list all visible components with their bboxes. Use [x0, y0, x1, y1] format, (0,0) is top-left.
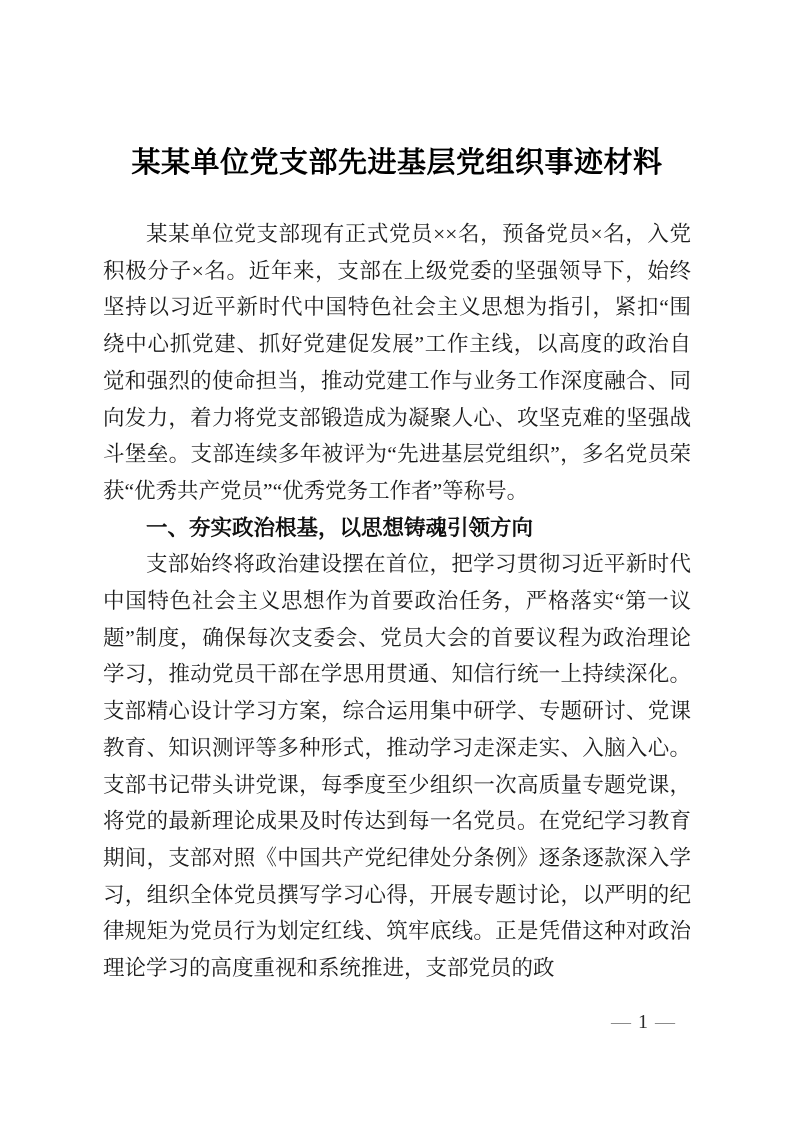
paragraph-section-1: 支部始终将政治建设摆在首位，把学习贯彻习近平新时代中国特色社会主义思想作为首要政治任务，严格落实“第一议题”制度，确保每次支委会、党员大会的首要议程为政治理论学习，推动党员干部在学思用贯通、知信行统一上持续深化。支部精心设计学习方案，综合运用集中研学、专题研讨、党课教育、知识测评等多种形式，推动学习走深走实、入脑入心。支部书记带头讲党课，每季度至少组织一次高质量专题党课，将党的最新理论成果及时传达到每一名党员。在党纪学习教育期间，支部对照《中国共产党纪律处分条例》逐条逐款深入学习，组织全体党员撰写学习心得，开展专题讨论，以严明的纪律规矩为党员行为划定红线、筑牢底线。正是凭借这种对政治理论学习的高度重视和系统推进，支部党员的政	[103, 552, 691, 981]
paragraph-intro: 某某单位党支部现有正式党员××名，预备党员×名，入党积极分子×名。近年来，支部在上级党委的坚强领导下，始终坚持以习近平新时代中国特色社会主义思想为指引，紧扣“围绕中心抓党建、抓好党建促发展”工作主线，以高度的政治自觉和强烈的使命担当，推动党建工作与业务工作深度融合、同向发力，着力将党支部锻造成为凝聚人心、攻坚克难的坚强战斗堡垒。支部连续多年被评为“先进基层党组织”，多名党员荣获“优秀共产党员”“优秀党务工作者”等称号。	[103, 222, 691, 503]
page-number-dash-right: —	[655, 1011, 675, 1033]
section-heading-1: 一、夯实政治根基，以思想铸魂引领方向	[146, 515, 534, 540]
document-title: 某某单位党支部先进基层党组织事迹材料	[131, 147, 663, 179]
document-content	[103, 140, 691, 987]
page-footer	[611, 1010, 675, 1034]
page-number-dash-left: —	[611, 1011, 631, 1033]
page-number: 1	[638, 1011, 648, 1033]
